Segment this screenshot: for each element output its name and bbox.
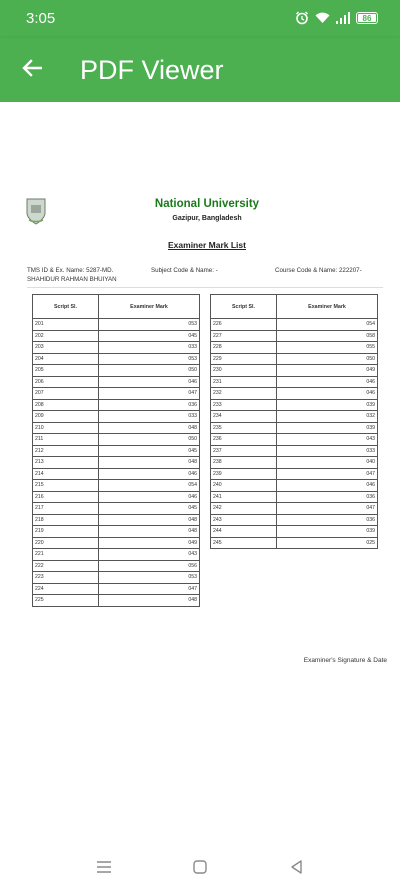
script-sl-cell: 240 <box>211 480 277 492</box>
examiner-mark-cell: 046 <box>277 388 378 400</box>
script-sl-cell: 237 <box>211 445 277 457</box>
script-sl-cell: 225 <box>33 595 99 607</box>
script-sl-cell: 224 <box>33 583 99 595</box>
table-row <box>211 491 378 503</box>
table-row <box>33 376 200 388</box>
script-sl-cell: 210 <box>33 422 99 434</box>
script-sl-cell: 206 <box>33 376 99 388</box>
examiner-mark-cell: 039 <box>277 526 378 538</box>
tims-line-1: TMS ID & Ex. Name: 5287-MD. <box>27 267 114 274</box>
script-sl-cell: 209 <box>33 411 99 423</box>
signal-icon <box>336 12 350 24</box>
arrow-left-icon <box>22 59 42 82</box>
examiner-mark-cell: 055 <box>277 342 378 354</box>
examiner-mark-cell: 046 <box>99 491 200 503</box>
examiner-mark-cell: 043 <box>277 434 378 446</box>
examiner-mark-cell: 047 <box>277 468 378 480</box>
status-time: 3:05 <box>26 10 56 27</box>
script-sl-cell: 227 <box>211 330 277 342</box>
script-sl-cell: 241 <box>211 491 277 503</box>
table-row <box>33 457 200 469</box>
script-sl-cell: 242 <box>211 503 277 515</box>
script-sl-cell: 238 <box>211 457 277 469</box>
table-row <box>33 445 200 457</box>
table-row <box>33 526 200 538</box>
table-row <box>211 376 378 388</box>
script-sl-cell: 226 <box>211 319 277 331</box>
examiner-mark-cell: 048 <box>99 457 200 469</box>
examiner-signature-label: Examiner's Signature & Date <box>303 657 387 664</box>
table-row <box>211 503 378 515</box>
examiner-mark-cell: 049 <box>277 365 378 377</box>
script-sl-cell: 235 <box>211 422 277 434</box>
script-sl-cell: 220 <box>33 537 99 549</box>
table-row <box>211 526 378 538</box>
examiner-mark-cell: 054 <box>277 319 378 331</box>
tims-line-2: SHAHIDUR RAHMAN BHUIYAN <box>27 276 117 283</box>
table-row <box>211 514 378 526</box>
script-sl-cell: 231 <box>211 376 277 388</box>
tims-info <box>27 266 137 284</box>
examiner-mark-cell: 053 <box>99 353 200 365</box>
table-row <box>211 399 378 411</box>
status-icons <box>295 11 378 25</box>
script-sl-cell: 202 <box>33 330 99 342</box>
script-sl-cell: 217 <box>33 503 99 515</box>
table-row <box>33 330 200 342</box>
examiner-mark-cell: 050 <box>99 434 200 446</box>
examiner-mark-cell: 048 <box>99 422 200 434</box>
examiner-mark-cell: 045 <box>99 445 200 457</box>
table-row <box>33 560 200 572</box>
column-header-examiner-mark: Examiner Mark <box>277 295 378 319</box>
examiner-mark-cell: 046 <box>99 376 200 388</box>
column-header-examiner-mark: Examiner Mark <box>99 295 200 319</box>
column-header-script-sl: Script Sl. <box>211 295 277 319</box>
battery-level: 86 <box>362 13 372 23</box>
examiner-mark-cell: 047 <box>99 583 200 595</box>
table-row <box>211 468 378 480</box>
examiner-mark-cell: 046 <box>99 468 200 480</box>
examiner-mark-cell: 036 <box>99 399 200 411</box>
table-row <box>33 549 200 561</box>
script-sl-cell: 201 <box>33 319 99 331</box>
table-row <box>211 411 378 423</box>
table-row <box>33 468 200 480</box>
examiner-mark-cell: 046 <box>277 480 378 492</box>
navigation-bar <box>0 850 400 889</box>
script-sl-cell: 244 <box>211 526 277 538</box>
script-sl-cell: 207 <box>33 388 99 400</box>
script-sl-cell: 211 <box>33 434 99 446</box>
table-row <box>33 388 200 400</box>
script-sl-cell: 232 <box>211 388 277 400</box>
examiner-mark-cell: 048 <box>99 526 200 538</box>
wifi-icon <box>315 12 330 24</box>
script-sl-cell: 205 <box>33 365 99 377</box>
table-row <box>33 583 200 595</box>
home-button[interactable] <box>188 857 212 881</box>
examiner-mark-cell: 040 <box>277 457 378 469</box>
pdf-page[interactable] <box>0 102 400 850</box>
script-sl-cell: 230 <box>211 365 277 377</box>
back-nav-button[interactable] <box>284 857 308 881</box>
table-row <box>211 445 378 457</box>
table-row <box>33 503 200 515</box>
triangle-back-icon <box>289 859 303 880</box>
script-sl-cell: 223 <box>33 572 99 584</box>
table-row <box>211 434 378 446</box>
table-row <box>211 365 378 377</box>
examiner-mark-cell: 046 <box>277 376 378 388</box>
examiner-mark-cell: 036 <box>277 514 378 526</box>
script-sl-cell: 222 <box>33 560 99 572</box>
script-sl-cell: 218 <box>33 514 99 526</box>
table-row <box>33 411 200 423</box>
examiner-mark-cell: 045 <box>99 503 200 515</box>
script-sl-cell: 212 <box>33 445 99 457</box>
table-row <box>211 353 378 365</box>
examiner-mark-cell: 033 <box>99 411 200 423</box>
table-row <box>211 457 378 469</box>
table-row <box>33 319 200 331</box>
table-row <box>33 514 200 526</box>
examiner-mark-cell: 033 <box>99 342 200 354</box>
script-sl-cell: 234 <box>211 411 277 423</box>
subject-info: Subject Code & Name: - <box>151 267 218 274</box>
battery-icon <box>356 12 378 24</box>
script-sl-cell: 228 <box>211 342 277 354</box>
examiner-mark-cell: 048 <box>99 514 200 526</box>
app-bar <box>0 38 400 102</box>
table-row <box>211 480 378 492</box>
app-title: PDF Viewer <box>80 55 224 85</box>
table-row <box>33 365 200 377</box>
examiner-mark-cell: 047 <box>277 503 378 515</box>
script-sl-cell: 229 <box>211 353 277 365</box>
examiner-mark-cell: 053 <box>99 572 200 584</box>
divider <box>27 287 383 288</box>
table-row <box>211 388 378 400</box>
alarm-icon <box>295 11 309 25</box>
script-sl-cell: 215 <box>33 480 99 492</box>
table-row <box>211 342 378 354</box>
table-row <box>33 342 200 354</box>
examiner-mark-cell: 032 <box>277 411 378 423</box>
table-row <box>33 572 200 584</box>
examiner-mark-cell: 033 <box>277 445 378 457</box>
university-name: National University <box>154 198 260 210</box>
script-sl-cell: 236 <box>211 434 277 446</box>
column-header-script-sl: Script Sl. <box>33 295 99 319</box>
examiner-mark-cell: 050 <box>99 365 200 377</box>
examiner-mark-cell: 048 <box>99 595 200 607</box>
script-sl-cell: 213 <box>33 457 99 469</box>
script-sl-cell: 214 <box>33 468 99 480</box>
examiner-mark-cell: 054 <box>99 480 200 492</box>
status-bar <box>0 0 400 38</box>
examiner-mark-cell: 039 <box>277 422 378 434</box>
table-row <box>33 399 200 411</box>
marks-table-left <box>32 294 200 607</box>
marks-table-right <box>210 294 378 549</box>
examiner-mark-cell: 045 <box>99 330 200 342</box>
course-info: Course Code & Name: 222207- <box>275 267 362 274</box>
examiner-mark-cell: 049 <box>99 537 200 549</box>
recents-button[interactable] <box>92 857 116 881</box>
script-sl-cell: 204 <box>33 353 99 365</box>
examiner-mark-cell: 043 <box>99 549 200 561</box>
table-row <box>33 422 200 434</box>
table-row <box>33 353 200 365</box>
examiner-mark-cell: 039 <box>277 399 378 411</box>
examiner-mark-cell: 050 <box>277 353 378 365</box>
script-sl-cell: 203 <box>33 342 99 354</box>
examiner-mark-cell: 056 <box>99 560 200 572</box>
examiner-mark-cell: 058 <box>277 330 378 342</box>
examiner-mark-cell: 047 <box>99 388 200 400</box>
table-row <box>33 537 200 549</box>
table-row <box>211 422 378 434</box>
script-sl-cell: 208 <box>33 399 99 411</box>
table-row <box>211 537 378 549</box>
table-row <box>33 480 200 492</box>
table-row <box>33 491 200 503</box>
examiner-mark-cell: 036 <box>277 491 378 503</box>
script-sl-cell: 219 <box>33 526 99 538</box>
table-row <box>33 434 200 446</box>
back-button[interactable] <box>14 52 50 88</box>
script-sl-cell: 239 <box>211 468 277 480</box>
university-location: Gazipur, Bangladesh <box>172 215 242 222</box>
table-row <box>33 595 200 607</box>
examiner-mark-cell: 053 <box>99 319 200 331</box>
document-title: Examiner Mark List <box>168 240 246 250</box>
menu-lines-icon <box>96 860 112 879</box>
script-sl-cell: 245 <box>211 537 277 549</box>
examiner-mark-cell: 025 <box>277 537 378 549</box>
script-sl-cell: 221 <box>33 549 99 561</box>
table-row <box>211 319 378 331</box>
table-row <box>211 330 378 342</box>
script-sl-cell: 233 <box>211 399 277 411</box>
script-sl-cell: 243 <box>211 514 277 526</box>
square-icon <box>192 859 208 880</box>
script-sl-cell: 216 <box>33 491 99 503</box>
